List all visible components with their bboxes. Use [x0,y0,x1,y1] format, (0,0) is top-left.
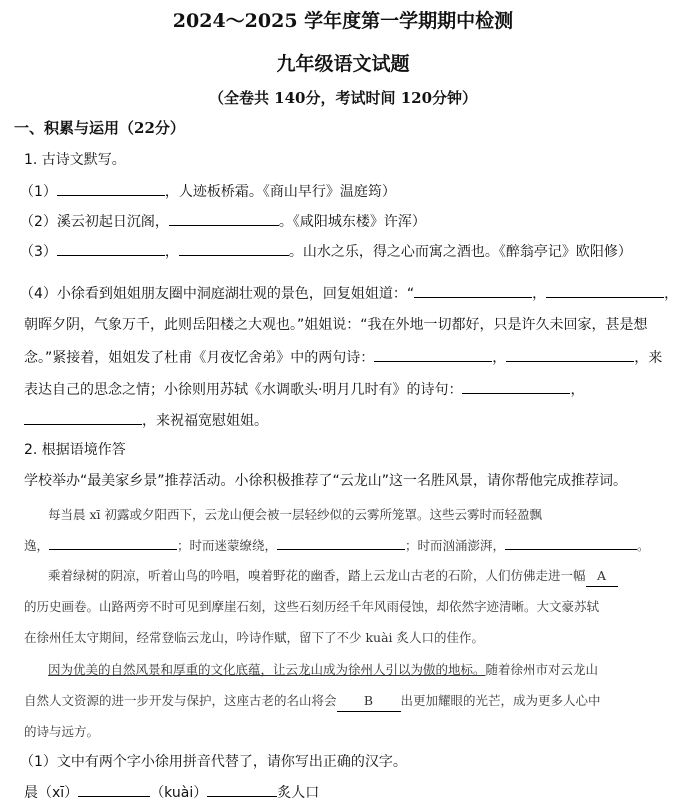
answer-blank[interactable] [179,241,289,256]
section-heading: 一、积累与运用（22分） [14,119,185,137]
passage-p3-line-3: 的诗与远方。 [24,724,100,739]
answer-blank[interactable] [374,347,492,362]
q1-item-4-line-2: 朝晖夕阴，气象万千，此则岳阳楼之大观也。”姐姐说：“我在外地一切都好，只是许久未回家，甚是想 [24,317,648,333]
q1-item-4-line-4: 表达自己的思念之情；小徐则用苏轼《水调歌头·明月几时有》的诗句： ， [24,379,584,400]
q1-item-4-line-5: ，来祝福宽慰姐姐。 [24,410,268,431]
q1-item-1: （1） ，人迹板桥霜。《商山早行》温庭筠） [20,181,396,202]
exam-title: 2024～2025 学年度第一学期期中检测 [172,10,514,32]
underlined-sentence: 因为优美的自然风景和厚重的文化底蕴，让云龙山成为徐州人引以为傲的地标。 [48,662,486,677]
answer-blank[interactable] [49,535,177,550]
answer-blank[interactable] [414,283,532,298]
answer-blank[interactable] [57,181,165,196]
passage-p1-line-2: 逸， ；时而迷蒙缭绕， ；时而汹涌澎湃， 。 [24,535,650,556]
question-2-label: 2. 根据语境作答 [24,442,126,458]
exam-info: （全卷共 140分，考试时间 120分钟） [208,89,478,107]
passage-p2-line-3: 在徐州任太守期间，经常登临云龙山，吟诗作赋，留下了不少 kuài 炙人口的佳作。 [24,630,485,645]
answer-blank[interactable] [506,347,634,362]
q1-item-3: （3） ， 。山水之乐，得之心而寓之酒也。《醉翁亭记》欧阳修） [20,241,632,262]
answer-blank[interactable] [277,535,405,550]
passage-p1-line-1: 每当晨 xī 初露或夕阳西下，云龙山便会被一层轻纱似的云雾所笼罩。这些云雾时而轻盈飘 [48,507,542,522]
q1-item-4-line-3: 念。”紧接着，姐姐发了杜甫《月夜忆舍弟》中的两句诗： ， ，来 [24,347,662,368]
answer-blank[interactable] [207,782,277,797]
question-1-label: 1. 古诗文默写。 [24,152,126,168]
q2-sub-1-answers: 晨（xī） （kuài） 炙人口 [24,782,319,803]
answer-blank[interactable] [57,241,165,256]
passage-p2-line-2: 的历史画卷。山路两旁不时可见到摩崖石刻，这些石刻历经千年风雨侵蚀，却依然字迹清晰。大文豪苏轼 [24,599,600,614]
q1-item-4-line-1: （4）小徐看到姐姐朋友圈中洞庭湖壮观的景色，回复姐姐道：“ ， ， [20,283,678,304]
mark-a: A [586,566,618,587]
answer-blank[interactable] [462,379,570,394]
answer-blank[interactable] [169,211,279,226]
answer-blank[interactable] [78,782,150,797]
question-2-intro: 学校举办“最美家乡景”推荐活动。小徐积极推荐了“云龙山”这一名胜风景，请你帮他完成推荐词。 [24,473,628,489]
q2-sub-1: （1）文中有两个字小徐用拼音代替了，请你写出正确的汉字。 [20,754,407,770]
passage-p2-line-1: 乘着绿树的阴凉，听着山鸟的吟唱，嗅着野花的幽香，踏上云龙山古老的石阶，人们仿佛走进一幅 A [48,566,618,587]
answer-blank[interactable] [505,535,637,550]
exam-subtitle: 九年级语文试题 [276,53,410,75]
mark-b: B [337,691,401,712]
answer-blank[interactable] [546,283,664,298]
passage-p3-line-1: 因为优美的自然风景和厚重的文化底蕴，让云龙山成为徐州人引以为傲的地标。随着徐州市对云龙山 [48,662,599,677]
q1-item-2: （2）溪云初起日沉阁， 。《咸阳城东楼》许浑） [20,211,426,232]
passage-p3-line-2: 自然人文资源的进一步开发与保护，这座古老的名山将会 B 出更加耀眼的光芒，成为更多人心中 [24,691,601,712]
answer-blank[interactable] [24,410,142,425]
